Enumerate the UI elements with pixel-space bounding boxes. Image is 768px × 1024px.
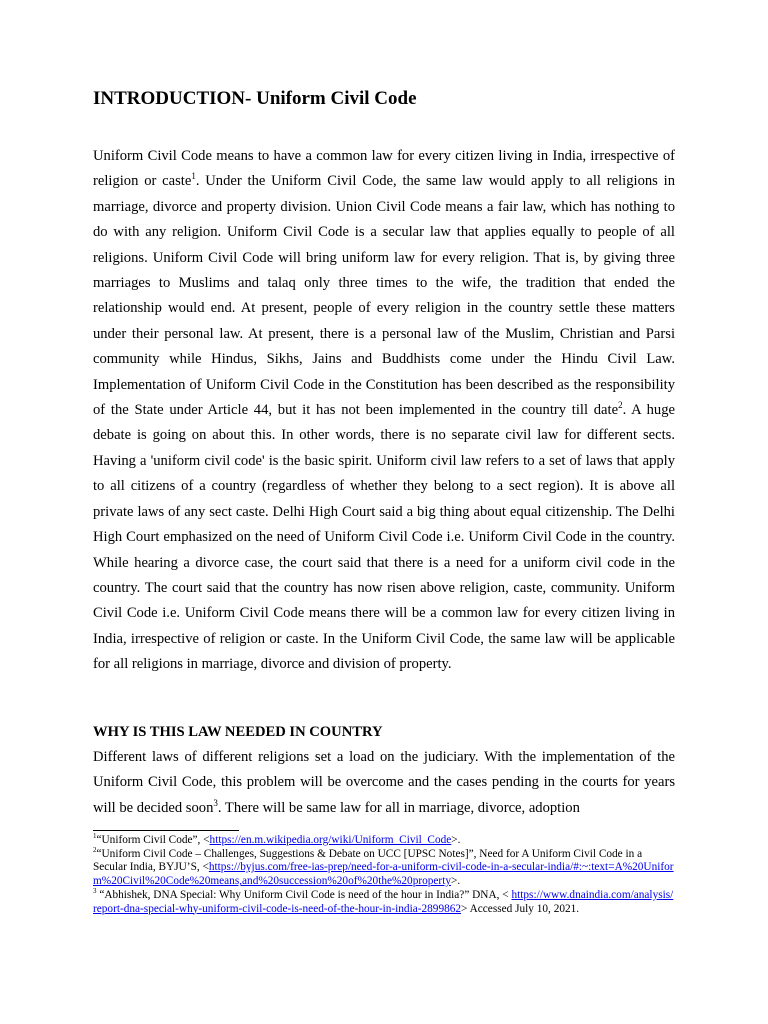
intro-paragraph (93, 144, 675, 678)
footnote-2-link[interactable]: https://byjus.com/free-ias-prep/need-for-a-uniform-civil-code-in-a-secular-india/#:~:text=A%20Uniform%20Civil%20Code%20means,and%20succession%20of%20the%20property (93, 861, 674, 888)
section-text-part-1: Different laws of different religions set a load on the judiciary. With the implementation of the Uniform Civil Code, this problem will be overcome and the cases pending in the courts for years will be decided soon (93, 749, 675, 816)
intro-text-part-3: . A huge debate is going on about this. In other words, there is no separate civil law for different sects. Having a 'uniform civil code' is the basic spirit. Uniform civil law refers to a set of laws that apply to all citizens of a country (regardless of whether they belong to a sect region). It is above all private laws of any sect caste. Delhi High Court said a big thing about equal citizenship. The Delhi High Court emphasized on the need of Uniform Civil Code i.e. Uniform Civil Code in the country. While hearing a divorce case, the court said that there is a need for a uniform civil code in the country. The court said that the country has now risen above religion, caste, community. Uniform Civil Code i.e. Uniform Civil Code means there will be a common law for every citizen living in India, irrespective of religion or caste. In the Uniform Civil Code, the same law will be applicable for all religions in marriage, divorce and division of property. (93, 402, 676, 673)
footnote-3-text: “Abhishek, DNA Special: Why Uniform Civil Code is need of the hour in India?” DNA, < (96, 888, 512, 901)
footnote-1 (93, 834, 675, 848)
intro-text-part-2: . Under the Uniform Civil Code, the same law would apply to all religions in marriage, divorce and property division. Union Civil Code means a fair law, which has nothing to do with any religion. Uniform Civil Code is a secular law that applies equally to people of all religions. Uniform Civil Code will bring uniform law for every religion. That is, by giving three marriages to Muslims and talaq only three times to the wife, the tradition that ended the relationship would end. At present, people of every religion in the country settle these matters under their personal law. At present, there is a personal law of the Muslim, Christian and Parsi community while Hindus, Sikhs, Jains and Buddhists come under the Hindu Civil Law. Implementation of Uniform Civil Code in the Constitution has been described as the responsibility of the State under Article 44, but it has not been implemented in the country till date (93, 173, 675, 419)
section-text-part-2: . There will be same law for all in marriage, divorce, adoption (217, 799, 580, 816)
footnote-ref-3[interactable]: 3 (213, 797, 218, 808)
footnote-2 (93, 845, 675, 889)
section-heading: WHY IS THIS LAW NEEDED IN COUNTRY (93, 724, 383, 740)
footnote-3 (93, 889, 675, 916)
footnote-3-link[interactable]: https://www.dnaindia.com/analysis/report-dna-special-why-uniform-civil-code-is-need-of-the-hour-in-india-2899862 (93, 888, 674, 915)
footnote-ref-1[interactable]: 1 (191, 171, 196, 182)
footnote-2-text: “Uniform Civil Code – Challenges, Suggestions & Debate on UCC [UPSC Notes]”, Need for A Uniform Civil Code in a Secular India, BYJU’S, < (93, 847, 643, 874)
footnote-1-link[interactable]: https://en.m.wikipedia.org/wiki/Uniform_Civil_Code (209, 834, 452, 846)
page-title: INTRODUCTION- Uniform Civil Code (93, 88, 417, 109)
footnote-1-text: “Uniform Civil Code”, < (96, 834, 210, 846)
section-paragraph (93, 745, 675, 821)
footnotes (93, 834, 675, 916)
footnote-1-end: >. (451, 834, 461, 846)
intro-text-part-1: Uniform Civil Code means to have a common law for every citizen living in India, irrespective of religion or caste (93, 148, 675, 190)
footnote-2-mark: 2 (93, 845, 97, 854)
footnote-separator (93, 830, 239, 831)
footnote-2-end: >. (450, 875, 461, 888)
footnote-3-end: > Accessed July 10, 2021. (461, 902, 580, 915)
footnote-1-mark: 1 (93, 832, 97, 841)
footnote-ref-2[interactable]: 2 (618, 400, 623, 411)
footnote-3-mark: 3 (93, 887, 97, 896)
